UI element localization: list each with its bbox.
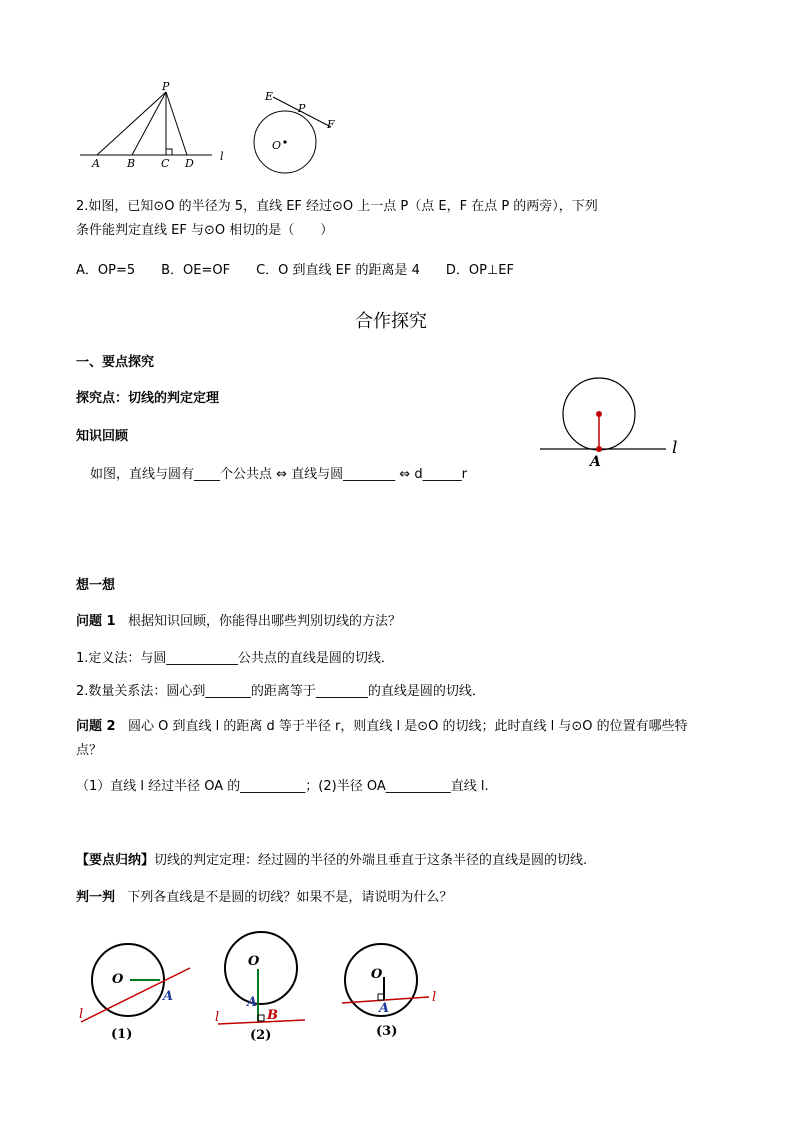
problem-1-label: 问题 1 [76, 614, 116, 629]
label-E: E [265, 90, 274, 103]
fig1-caption: (1) [111, 1027, 133, 1042]
label-B: B [127, 157, 136, 170]
label-P: P [162, 80, 170, 93]
label-F: F [327, 118, 335, 131]
problem-1 [76, 613, 401, 631]
fig2-label-O: O [248, 954, 260, 969]
key-summary-text: 切线的判定定理：经过圆的半径的外端且垂直于这条半径的直线是圆的切线. [154, 853, 588, 868]
question-2-options: A．OP=5 B．OE=OF C．O 到直线 EF 的距离是 4 D．OP⊥EF [76, 263, 514, 278]
label-l: l [672, 438, 678, 458]
fig1-label-A: A [163, 989, 174, 1004]
label-D: D [185, 157, 194, 170]
think-heading: 想一想 [76, 578, 116, 593]
judge-text: 下列各直线是不是圆的切线？如果不是，请说明为什么？ [127, 890, 453, 905]
fig3-label-A: A [379, 1001, 390, 1016]
label-P: P [298, 102, 306, 115]
fig1-label-l: l [79, 1007, 84, 1022]
tangent-circle-figure [538, 372, 688, 472]
key-summary-label: 【要点归纳】 [76, 853, 155, 868]
judge-section [76, 889, 452, 907]
review-text: 如图，直线与圆有____个公共点 ⇔ 直线与圆________ ⇔ d______r [90, 467, 467, 482]
question-2-line-2: 条件能判定直线 EF 与⊙O 相切的是（ ） [76, 223, 334, 238]
key-summary [76, 852, 587, 870]
judge-figure-3 [335, 935, 450, 1045]
question-2-line-1: 2.如图，已知⊙O 的半径为 5，直线 EF 经过⊙O 上一点 P（点 E，F 在点 P 的两旁），下列 [76, 199, 598, 214]
fig2-caption: (2) [250, 1028, 272, 1043]
label-O: O [272, 139, 282, 152]
problem-2-line-2: 点？ [76, 743, 103, 758]
problem-2-text: 圆心 O 到直线 l 的距离 d 等于半径 r，则直线 l 是⊙O 的切线；此时直线 l 与⊙O 的位置有哪些特 [127, 719, 688, 734]
fig3-caption: (3) [376, 1024, 398, 1039]
label-A: A [590, 454, 601, 470]
circle-tangent-figure [245, 82, 350, 177]
triangle-figure [70, 80, 240, 180]
label-A: A [92, 157, 100, 170]
part-heading: 一、要点探究 [76, 355, 155, 370]
fig3-label-O: O [371, 967, 383, 982]
judge-figure-1 [75, 940, 200, 1050]
label-l: l [220, 150, 224, 163]
section-title: 合作探究 [355, 311, 427, 332]
explore-point: 探究点：切线的判定定理 [76, 391, 220, 406]
judge-label: 判一判 [76, 890, 116, 905]
problem-2-label: 问题 2 [76, 719, 116, 734]
review-heading: 知识回顾 [76, 429, 129, 444]
fig3-label-l: l [432, 990, 437, 1005]
problem-2 [76, 718, 688, 736]
fig1-label-O: O [112, 972, 124, 987]
method-definition: 1.定义法：与圆___________公共点的直线是圆的切线． [76, 651, 394, 666]
label-C: C [161, 157, 170, 170]
problem-1-text: 根据知识回顾，你能得出哪些判别切线的方法？ [127, 614, 401, 629]
judge-figure-2 [210, 925, 320, 1050]
method-quantity: 2.数量关系法：圆心到_______的距离等于________的直线是圆的切线． [76, 684, 485, 699]
fig2-label-B: B [267, 1008, 278, 1023]
fig2-label-l: l [215, 1010, 220, 1025]
problem-2-answer: （1）直线 l 经过半径 OA 的__________；(2)半径 OA__________直线 l. [76, 779, 489, 794]
fig2-label-A: A [247, 995, 258, 1010]
